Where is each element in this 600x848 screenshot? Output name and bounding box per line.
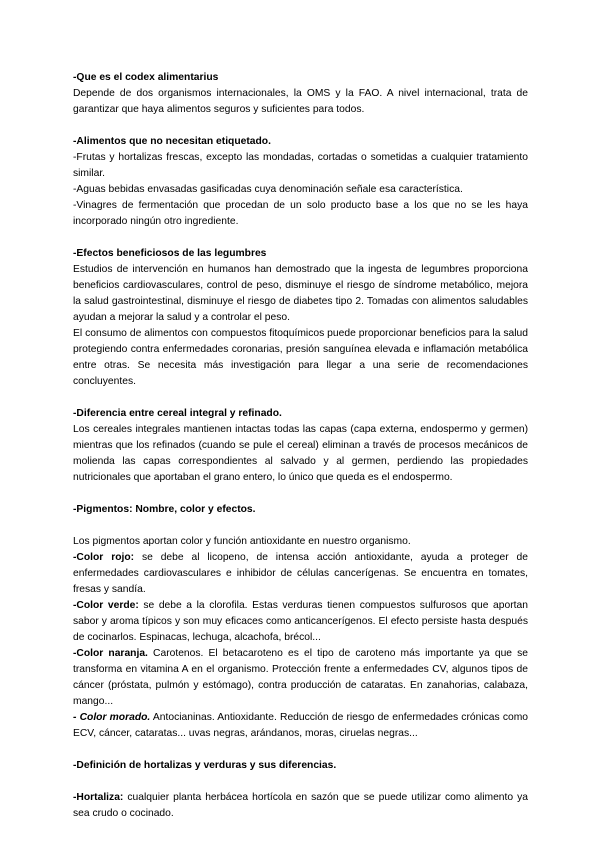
term-label: -Hortaliza: bbox=[73, 792, 124, 803]
definition-hortaliza bbox=[73, 790, 528, 822]
paragraph: Los pigmentos aportan color y función antioxidante en nuestro organismo. bbox=[73, 536, 411, 547]
pigment-rojo bbox=[73, 550, 528, 598]
list-item: -Vinagres de fermentación que procedan de un solo producto base a los que no se les haya incorporado ningún otro ingrediente. bbox=[73, 200, 528, 227]
section-codex bbox=[73, 70, 528, 118]
term-text: Antocianinas. Antioxidante. Reducción de riesgo de enfermedades crónicas como ECV, cáncer, cataratas... uvas negras, arándanos, moras, ciruelas negras... bbox=[73, 712, 529, 739]
paragraph: Estudios de intervención en humanos han demostrado que la ingesta de legumbres proporciona beneficios cardiovasculares, control de peso, disminuye el riesgo de síndrome metabólico, mejora la salud gastrointestinal, disminuye el riesgo de diabetes tipo 2. Tomadas con alimentos saludables ayudan a mejorar la salud y a controlar el peso. bbox=[73, 264, 528, 323]
pigment-naranja bbox=[73, 646, 528, 710]
pigment-morado bbox=[73, 710, 528, 742]
section-etiquetado bbox=[73, 134, 528, 230]
list-item: -Frutas y hortalizas frescas, excepto las mondadas, cortadas o sometidas a cualquier tratamiento similar. bbox=[73, 152, 528, 179]
term-label: -Color naranja. bbox=[73, 648, 148, 659]
term-label: -Color rojo: bbox=[73, 552, 135, 563]
section-heading: -Definición de hortalizas y verduras y sus diferencias. bbox=[73, 760, 337, 771]
term-text: se debe al licopeno, de intensa acción antioxidante, ayuda a proteger de enfermedades cardiovasculares e inhibidor de células cancerígenas. Se encuentra en tomates, fresas y sandía. bbox=[73, 552, 528, 595]
section-heading: -Efectos beneficiosos de las legumbres bbox=[73, 248, 267, 259]
section-pigmentos bbox=[73, 502, 528, 742]
paragraph: Depende de dos organismos internacionales, la OMS y la FAO. A nivel internacional, trata de garantizar que haya alimentos seguros y suficientes para todos. bbox=[73, 88, 528, 115]
paragraph: Los cereales integrales mantienen intactas todas las capas (capa externa, endospermo y germen) mientras que los refinados (cuando se pule el cereal) eliminan a través de procesos mecánicos de molienda las capas correspondientes al salvado y al germen, perdiendo las propiedades nutricionales que aportaban el grano entero, lo único que queda es el endospermo. bbox=[73, 424, 528, 483]
section-heading: -Pigmentos: Nombre, color y efectos. bbox=[73, 504, 256, 515]
list-item: -Aguas bebidas envasadas gasificadas cuya denominación señale esa característica. bbox=[73, 184, 463, 195]
term-text: cualquier planta herbácea hortícola en sazón que se puede utilizar como alimento ya sea crudo o cocinado. bbox=[73, 792, 528, 819]
section-heading: -Diferencia entre cereal integral y refinado. bbox=[73, 408, 282, 419]
document-page bbox=[73, 70, 528, 838]
section-heading: -Alimentos que no necesitan etiquetado. bbox=[73, 136, 271, 147]
term-label: -Color verde: bbox=[73, 600, 139, 611]
term-text: Carotenos. El betacaroteno es el tipo de caroteno más importante ya que se transforma en vitamina A en el organismo. Protección frente a enfermedades CV, algunos tipos de cáncer (próstata, pulmón y estómago), contra producción de cataratas. En zanahorias, calabaza, mango... bbox=[73, 648, 529, 707]
paragraph: El consumo de alimentos con compuestos fitoquímicos puede proporcionar beneficios para la salud protegiendo contra enfermedades coronarias, presión sanguínea elevada e inflamación metabólica entre otras. Se necesita más investigación para llegar a una serie de recomendaciones concluyentes. bbox=[73, 328, 528, 387]
section-heading: -Que es el codex alimentarius bbox=[73, 72, 219, 83]
term-text: se debe a la clorofila. Estas verduras tienen compuestos sulfurosos que aportan sabor y aroma típicos y son muy eficaces como anticancerígenos. El efecto persiste hasta después de cocinarlos. Espinacas, lechuga, alcachofa, brécol... bbox=[73, 600, 528, 643]
section-legumbres bbox=[73, 246, 528, 390]
blank-line bbox=[73, 774, 528, 790]
section-cereal bbox=[73, 406, 528, 486]
section-hortalizas bbox=[73, 758, 528, 822]
term-label: - Color morado. bbox=[73, 712, 151, 723]
blank-line bbox=[73, 518, 528, 534]
pigment-verde bbox=[73, 598, 528, 646]
